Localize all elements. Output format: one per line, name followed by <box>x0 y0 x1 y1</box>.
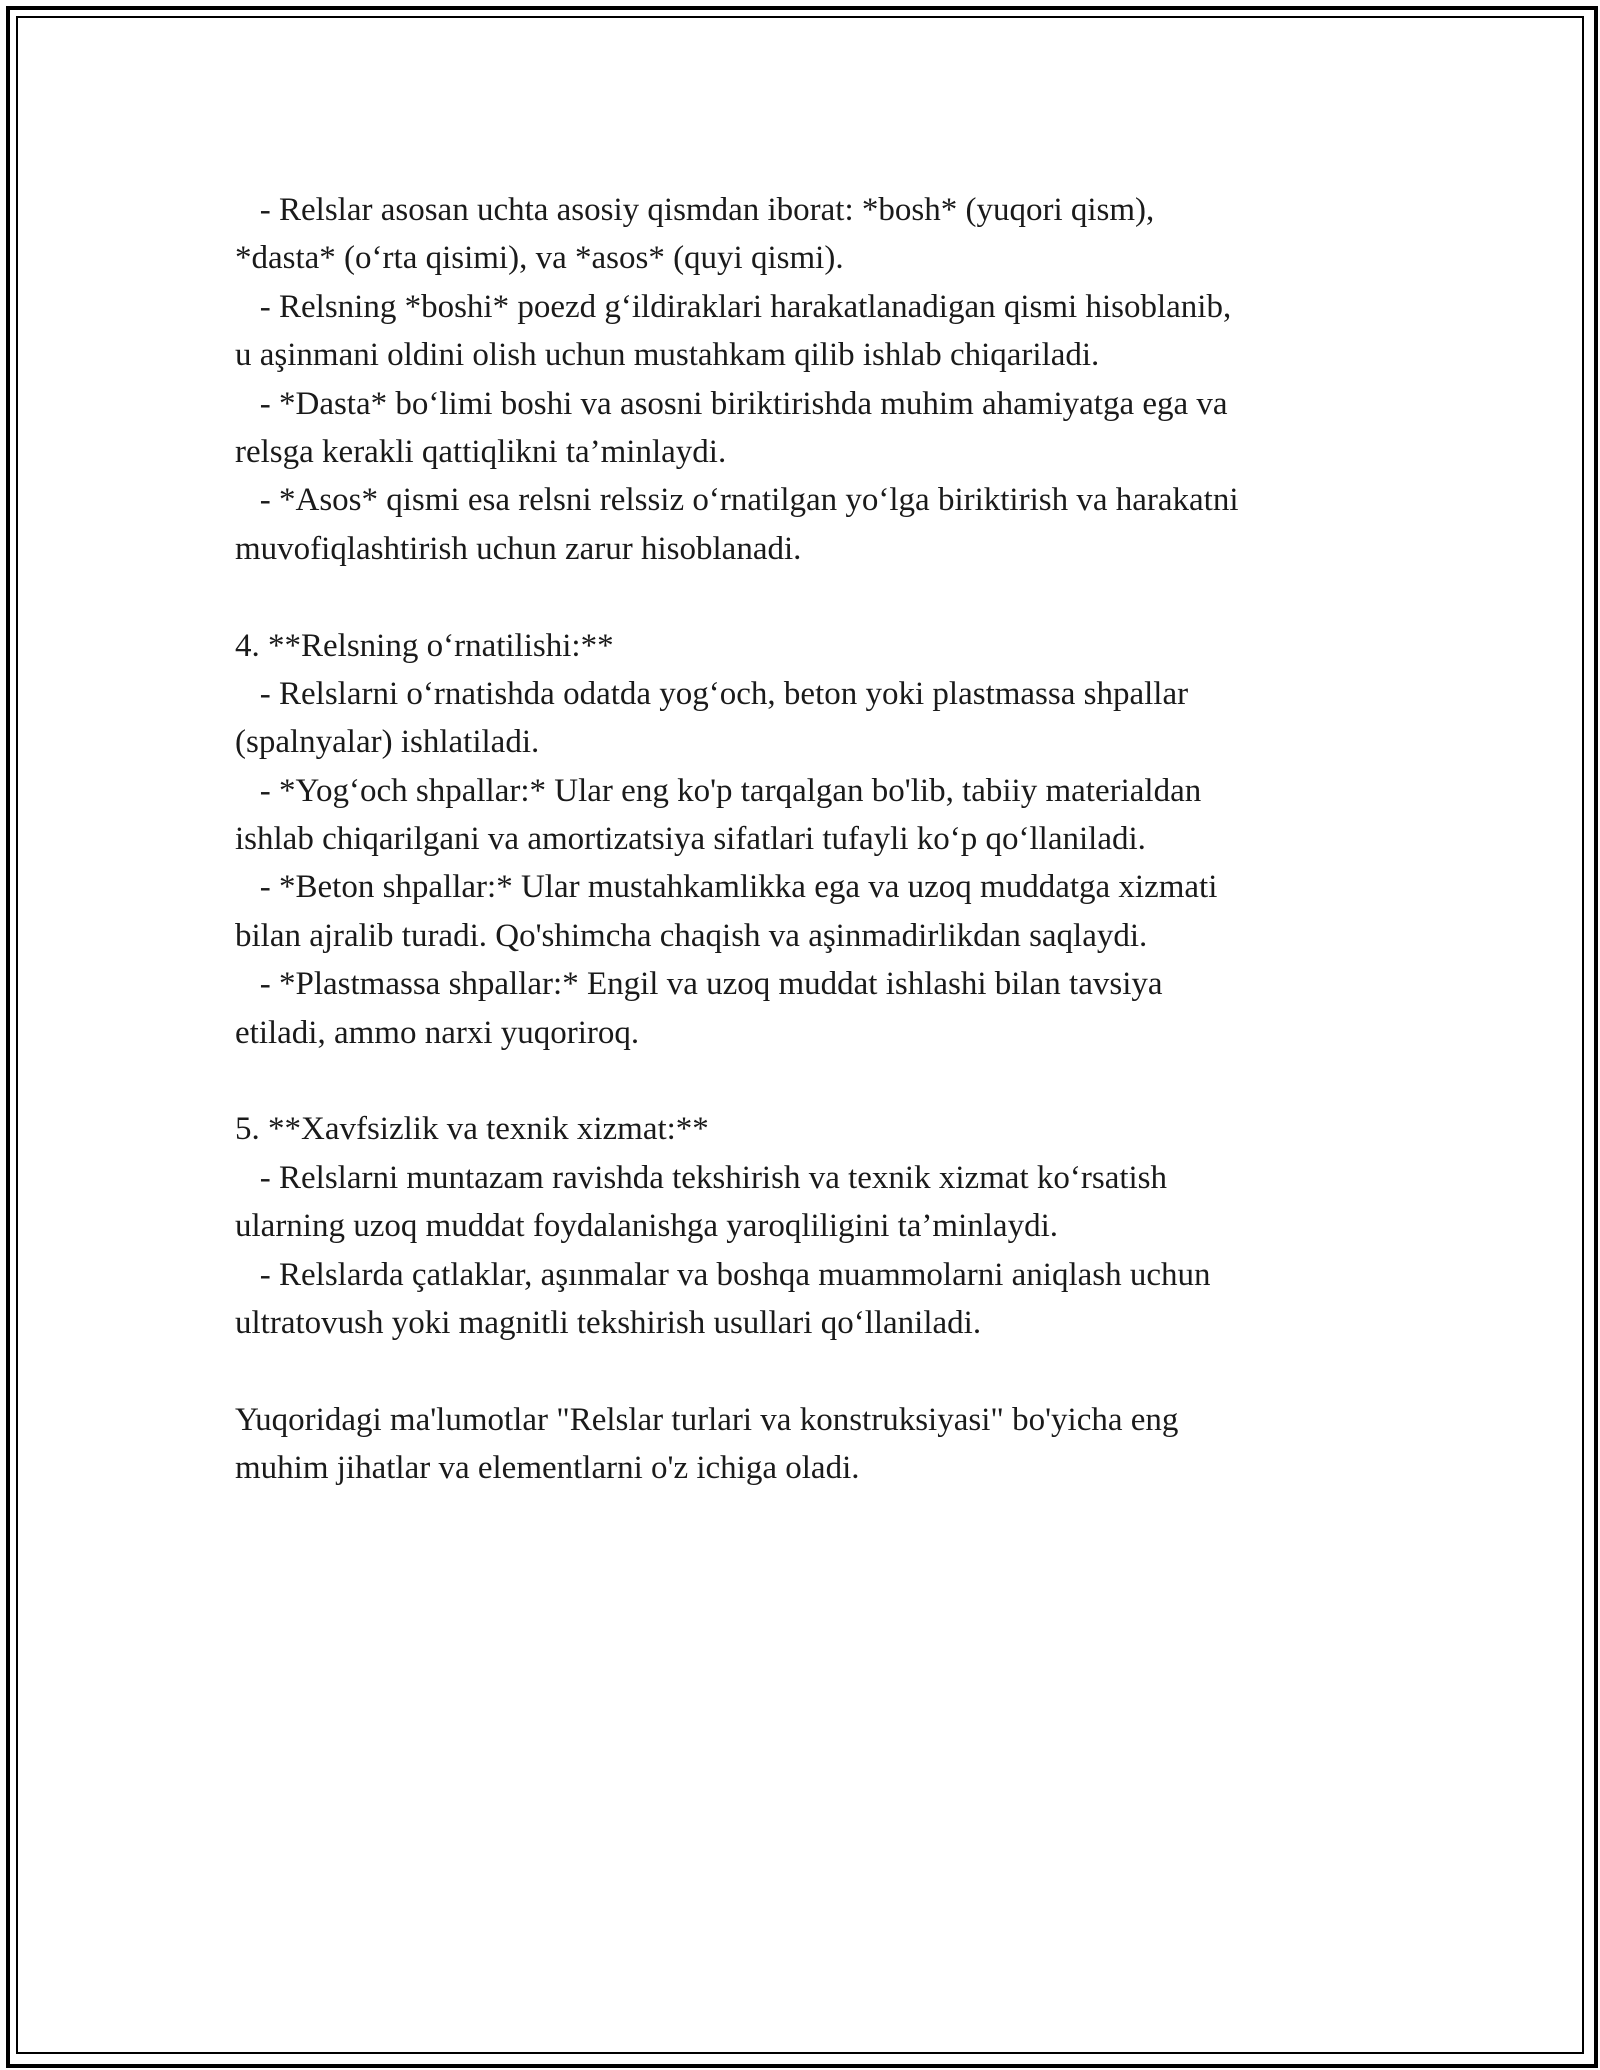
section-5-safety <box>235 1105 1375 1347</box>
blank-line <box>235 573 1375 621</box>
text-line: Yuqoridagi ma'lumotlar "Relslar turlari va konstruksiyasi" bo'yicha eng <box>235 1401 1179 1438</box>
blank-line <box>235 1057 1375 1105</box>
document-body <box>235 186 1375 1493</box>
text-line: u aşinmani oldini olish uchun mustahkam qilib ishlab chiqariladi. <box>235 337 1100 374</box>
text-line: - Relslarni o‘rnatishda odatda yog‘och, beton yoki plastmassa shpallar <box>235 675 1189 712</box>
text-line: *dasta* (o‘rta qisimi), va *asos* (quyi qismi). <box>235 240 844 277</box>
text-line: - Relsning *boshi* poezd g‘ildiraklari harakatlanadigan qismi hisoblanib, <box>235 288 1232 325</box>
rail-structure-section <box>235 186 1375 573</box>
text-line: - Relslar asosan uchta asosiy qismdan iborat: *bosh* (yuqori qism), <box>235 192 1155 228</box>
text-line: ularning uzoq muddat foydalanishga yaroqliligini ta’minlaydi. <box>235 1208 1058 1245</box>
text-line: (spalnyalar) ishlatiladi. <box>235 724 540 761</box>
text-line: etiladi, ammo narxi yuqoriroq. <box>235 1014 640 1051</box>
text-line: - *Beton shpallar:* Ular mustahkamlikka ega va uzoq muddatga xizmati <box>235 869 1218 906</box>
text-line: - *Yog‘och shpallar:* Ular eng ko'p tarqalgan bo'lib, tabiiy materialdan <box>235 772 1202 809</box>
text-line: muvofiqlashtirish uchun zarur hisoblanadi. <box>235 530 802 567</box>
blank-line <box>235 1347 1375 1395</box>
text-line: - *Asos* qismi esa relsni relssiz o‘rnatilgan yo‘lga biriktirish va harakatni <box>235 482 1239 519</box>
text-line: ultratovush yoki magnitli tekshirish usullari qo‘llaniladi. <box>235 1304 982 1341</box>
text-line: relsga kerakli qattiqlikni ta’minlaydi. <box>235 433 727 470</box>
text-line: - Relslarni muntazam ravishda tekshirish va texnik xizmat ko‘rsatish <box>235 1159 1168 1196</box>
text-line: bilan ajralib turadi. Qo'shimcha chaqish va aşinmadirlikdan saqlaydi. <box>235 917 1148 954</box>
conclusion-paragraph <box>235 1396 1375 1493</box>
text-line: - *Dasta* bo‘limi boshi va asosni biriktirishda muhim ahamiyatga ega va <box>235 385 1228 422</box>
text-line: ishlab chiqarilgani va amortizatsiya sifatlari tufayli ko‘p qo‘llaniladi. <box>235 821 1146 858</box>
text-line: - Relslarda çatlaklar, aşınmalar va boshqa muammolarni aniqlash uchun <box>235 1256 1211 1293</box>
section-4-installation <box>235 622 1375 1058</box>
text-line: - *Plastmassa shpallar:* Engil va uzoq muddat ishlashi bilan tavsiya <box>235 966 1163 1003</box>
section-heading: 4. **Relsning o‘rnatilishi:** <box>235 627 614 664</box>
text-line: muhim jihatlar va elementlarni o'z ichiga oladi. <box>235 1450 860 1487</box>
section-heading: 5. **Xavfsizlik va texnik xizmat:** <box>235 1111 709 1148</box>
